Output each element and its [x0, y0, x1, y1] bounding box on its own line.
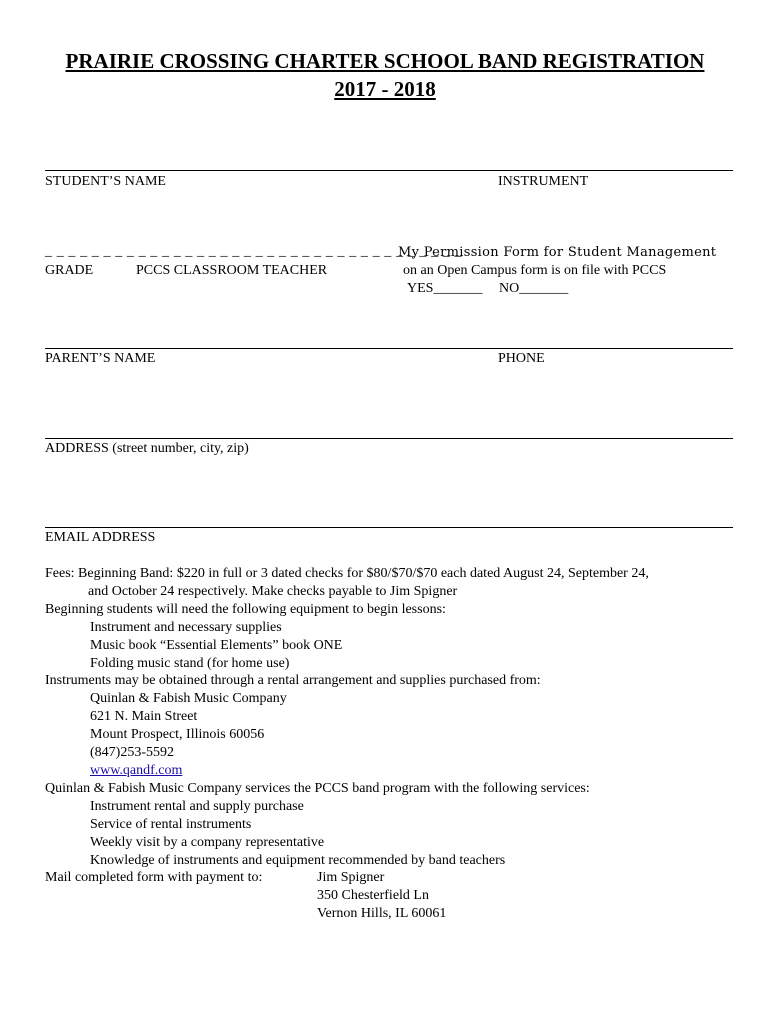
mail-street: 350 Chesterfield Ln	[317, 888, 429, 904]
grade-teacher-line[interactable]: _ _ _ _ _ _ _ _ _ _ _ _ _ _ _ _ _ _ _ _ _ _ _ _ _ _ _ _ _ _ _ _ _ _ _ _	[45, 244, 463, 259]
rental-heading: Instruments may be obtained through a rental arrangement and supplies purchased from:	[45, 673, 541, 689]
service-item: Knowledge of instruments and equipment recommended by band teachers	[90, 852, 506, 868]
permission-yes-field[interactable]: YES_______	[407, 281, 483, 296]
permission-line-1: My Permission Form for Student Management	[398, 245, 717, 260]
rental-street: 621 N. Main Street	[90, 709, 198, 725]
form-title: PRAIRIE CROSSING CHARTER SCHOOL BAND REGISTRATION	[65, 49, 705, 73]
parent-phone-line[interactable]	[45, 348, 733, 349]
info-section	[45, 565, 735, 923]
rental-city: Mount Prospect, Illinois 60056	[90, 727, 265, 743]
grade-label: GRADE	[45, 263, 94, 278]
fees-line-1: Fees: Beginning Band: $220 in full or 3 dated checks for $80/$70/$70 each dated August 24, September 24,	[45, 566, 649, 581]
student-name-label: STUDENT’S NAME	[45, 174, 166, 189]
services-heading: Quinlan & Fabish Music Company services the PCCS band program with the following services:	[45, 780, 590, 796]
phone-label: PHONE	[498, 351, 545, 366]
service-item: Weekly visit by a company representative	[90, 834, 325, 850]
instrument-label: INSTRUMENT	[498, 174, 589, 189]
student-instrument-line[interactable]	[45, 170, 733, 171]
permission-line-2: on an Open Campus form is on file with PCCS	[403, 263, 667, 278]
fees-line-2: and October 24 respectively. Make checks payable to Jim Spigner	[88, 583, 458, 599]
school-year: 2017 - 2018	[334, 77, 436, 101]
website-link[interactable]: www.qandf.com	[90, 762, 183, 778]
rental-phone: (847)253-5592	[90, 745, 174, 761]
mail-label: Mail completed form with payment to:	[45, 870, 263, 886]
equipment-item: Folding music stand (for home use)	[90, 655, 290, 671]
address-line[interactable]	[45, 438, 733, 439]
permission-no-field[interactable]: NO_______	[499, 281, 569, 296]
mail-name: Jim Spigner	[317, 870, 385, 886]
equipment-heading: Beginning students will need the following equipment to begin lessons:	[45, 601, 446, 617]
parent-name-label: PARENT’S NAME	[45, 351, 156, 366]
equipment-item: Music book “Essential Elements” book ONE	[90, 637, 343, 653]
classroom-teacher-label: PCCS CLASSROOM TEACHER	[136, 263, 328, 278]
email-label: EMAIL ADDRESS	[45, 530, 156, 545]
address-label: ADDRESS (street number, city, zip)	[45, 441, 249, 456]
mail-city: Vernon Hills, IL 60061	[317, 906, 447, 922]
rental-company: Quinlan & Fabish Music Company	[90, 691, 287, 707]
service-item: Instrument rental and supply purchase	[90, 798, 304, 814]
equipment-item: Instrument and necessary supplies	[90, 619, 282, 635]
service-item: Service of rental instruments	[90, 816, 252, 832]
email-line[interactable]	[45, 527, 733, 528]
